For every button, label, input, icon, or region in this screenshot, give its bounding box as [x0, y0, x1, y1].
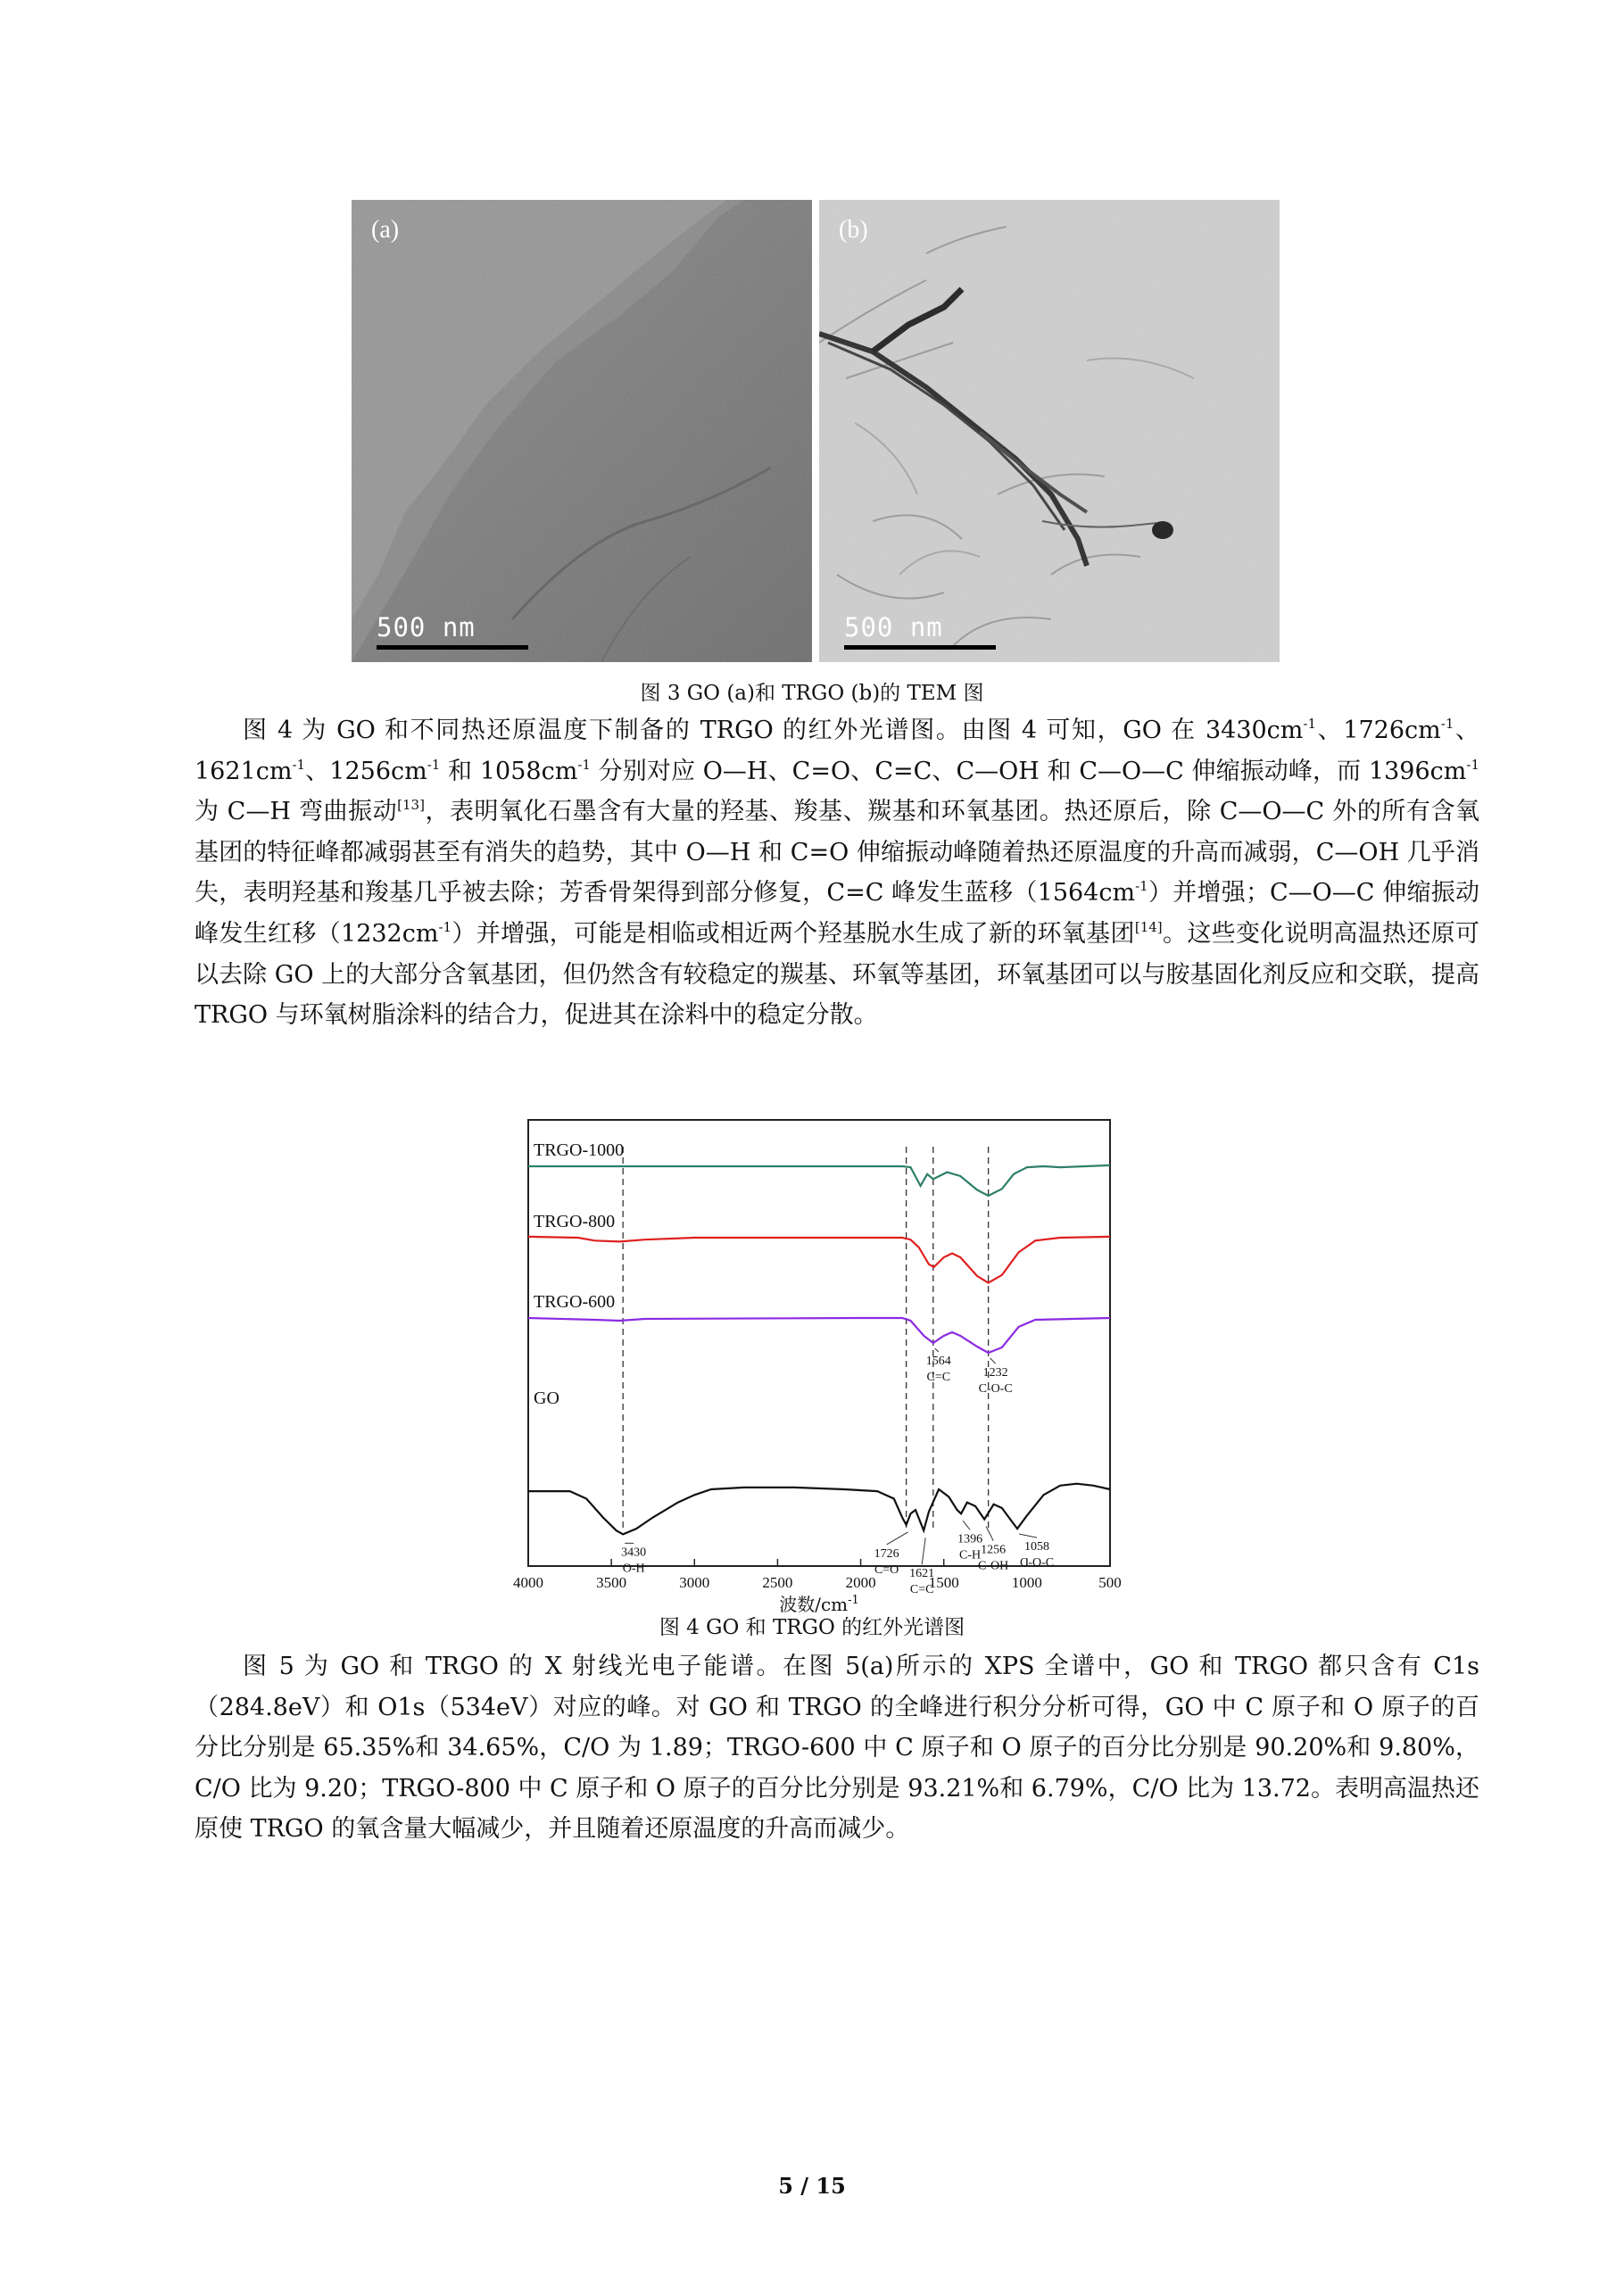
annotation-arrow-1396 — [963, 1521, 970, 1529]
x-tick-label-3000: 3000 — [679, 1574, 710, 1591]
panel-a-label: (a) — [371, 216, 400, 244]
annotation-label-1621-1: C=C — [909, 1583, 934, 1597]
annotation-label-1256-0: 1256 — [981, 1543, 1007, 1557]
scale-label-a: 500 nm — [377, 612, 476, 642]
annotation-label-3430-1: O-H — [622, 1562, 645, 1576]
annotation-label-1058-1: C-O-C — [1019, 1556, 1055, 1571]
paragraph-2-text: 图 5 为 GO 和 TRGO 的 X 射线光电子能谱。在图 5(a)所示的 XPS 全谱中，GO 和 TRGO 都只含有 C1s（284.8eV）和 O1s（534eV）对应的峰。对 GO 和 TRGO 的全峰进行积分分析可得，GO 中 C 原子和 O 原子的百分比分别是 65.35%和 34.65%，C/O 为 1.89；TRGO-600 中 C 原子和 O 原子的百分比分别是 90.20%和 9.80%，C/O 比为 9.20；TRGO-800 中 C 原子和 O 原子的百分比分别是 93.21%和 6.79%，C/O 比为 13.72。表明高温热还原使 TRGO 的氧含量大幅减少，并且随着还原温度的升高而减少。 — [195, 1653, 1479, 1844]
plot-frame — [528, 1120, 1110, 1566]
annotation-arrow-1256 — [986, 1527, 993, 1541]
x-tick-label-1000: 1000 — [1011, 1574, 1042, 1591]
annotation-label-1232-0: 1232 — [982, 1366, 1008, 1380]
annotation-arrow-1621 — [922, 1538, 925, 1564]
annotation-label-1621-0: 1621 — [909, 1567, 935, 1581]
scale-bar-a — [377, 645, 528, 650]
annotation-label-1256-1: C-OH — [978, 1559, 1009, 1573]
scale-bar-b — [844, 645, 996, 650]
annotation-label-1396-0: 1396 — [957, 1532, 983, 1546]
paragraph-2 — [195, 1646, 1479, 1850]
page-number: 5 / 15 — [778, 2173, 846, 2199]
series-trgo-800 — [528, 1237, 1110, 1283]
series-label-go: GO — [534, 1388, 559, 1408]
scale-label-b: 500 nm — [844, 612, 943, 642]
x-tick-label-3500: 3500 — [596, 1574, 627, 1591]
annotation-arrow-1058 — [1019, 1534, 1037, 1538]
annotation-label-1396-1: C-H — [959, 1548, 982, 1562]
annotation-label-1726-1: C=O — [874, 1562, 899, 1577]
x-tick-label-4000: 4000 — [513, 1574, 543, 1591]
annotation-label-1564-1: C=C — [926, 1371, 951, 1384]
series-label-trgo-800: TRGO-800 — [534, 1212, 616, 1231]
x-tick-label-2000: 2000 — [845, 1574, 876, 1591]
series-go — [528, 1484, 1110, 1535]
x-axis-label: 波数$/cm^{-1}$ — [779, 1594, 859, 1615]
annotation-label-1232-1: C-O-C — [978, 1382, 1013, 1396]
x-tick-label-1500: 1500 — [928, 1574, 959, 1591]
figure3-caption: 图 3 GO (a)和 TRGO (b)的 TEM 图 — [640, 682, 984, 705]
series-label-trgo-1000: TRGO-1000 — [534, 1140, 625, 1160]
figure4-caption: 图 4 GO 和 TRGO 的红外光谱图 — [659, 1616, 965, 1639]
citation-13: [13] — [397, 797, 425, 814]
x-tick-label-500: 500 — [1098, 1574, 1122, 1591]
panel-b-label: (b) — [839, 216, 868, 244]
paragraph-1 — [195, 710, 1479, 1036]
annotation-label-1726-0: 1726 — [874, 1546, 899, 1561]
series-label-trgo-600: TRGO-600 — [534, 1292, 616, 1312]
citation-14: [14] — [1134, 918, 1163, 935]
annotation-arrow-1726 — [887, 1532, 908, 1545]
series-trgo-1000 — [528, 1165, 1110, 1196]
annotation-label-1564-0: 1564 — [925, 1355, 951, 1368]
tem-image-b — [819, 200, 1280, 662]
x-tick-label-2500: 2500 — [762, 1574, 793, 1591]
ir-spectra-chart — [482, 1111, 1124, 1620]
series-trgo-600 — [528, 1318, 1110, 1353]
tem-image-a — [352, 200, 812, 662]
annotation-label-1058-0: 1058 — [1024, 1540, 1050, 1554]
paragraph-1-text: 图 4 为 GO 和不同热还原温度下制备的 TRGO 的红外光谱图。由图 4 可知，GO 在 $3430cm^{-1}$、$1726cm^{-1}$、$1621cm^{-1}$、$1256cm^{-1}$ 和 $1058cm^{-1}$ 分别对应 O—H、C=O、C=C、C—OH 和 C—O—C 伸缩振动峰，而 $1396cm^{-1}$ 为 C—H 弯曲振动[13]，表明氧化石墨含有大量的羟基、羧基、羰基和环氧基团。热还原后，除 C—O—C 外的所有含氧基团的特征峰都减弱甚至有消失的趋势，其中 O—H 和 C=O 伸缩振动峰随着热还原温度的升高而减弱，C—OH 几乎消失，表明羟基和羧基几乎被去除；芳香骨架得到部分修复，C=C 峰发生蓝移$(1564cm^{-1})$并增强；C—O—C 伸缩振动峰发生红移$(1232cm^{-1})$并增强，可能是相临或相近两个羟基脱水生成了新的环氧基团[14]。这些变化说明高温热还原可以去除 GO 上的大部分含氧基团，但仍然含有较稳定的羰基、环氧等基团，环氧基团可以与胺基固化剂反应和交联，提高 TRGO 与环氧树脂涂料的结合力，促进其在涂料中的稳定分散。 — [195, 716, 1480, 1030]
annotation-arrow-1232 — [990, 1358, 996, 1364]
annotation-label-3430-0: 3430 — [621, 1546, 647, 1560]
annotation-arrow-1564 — [935, 1348, 939, 1352]
